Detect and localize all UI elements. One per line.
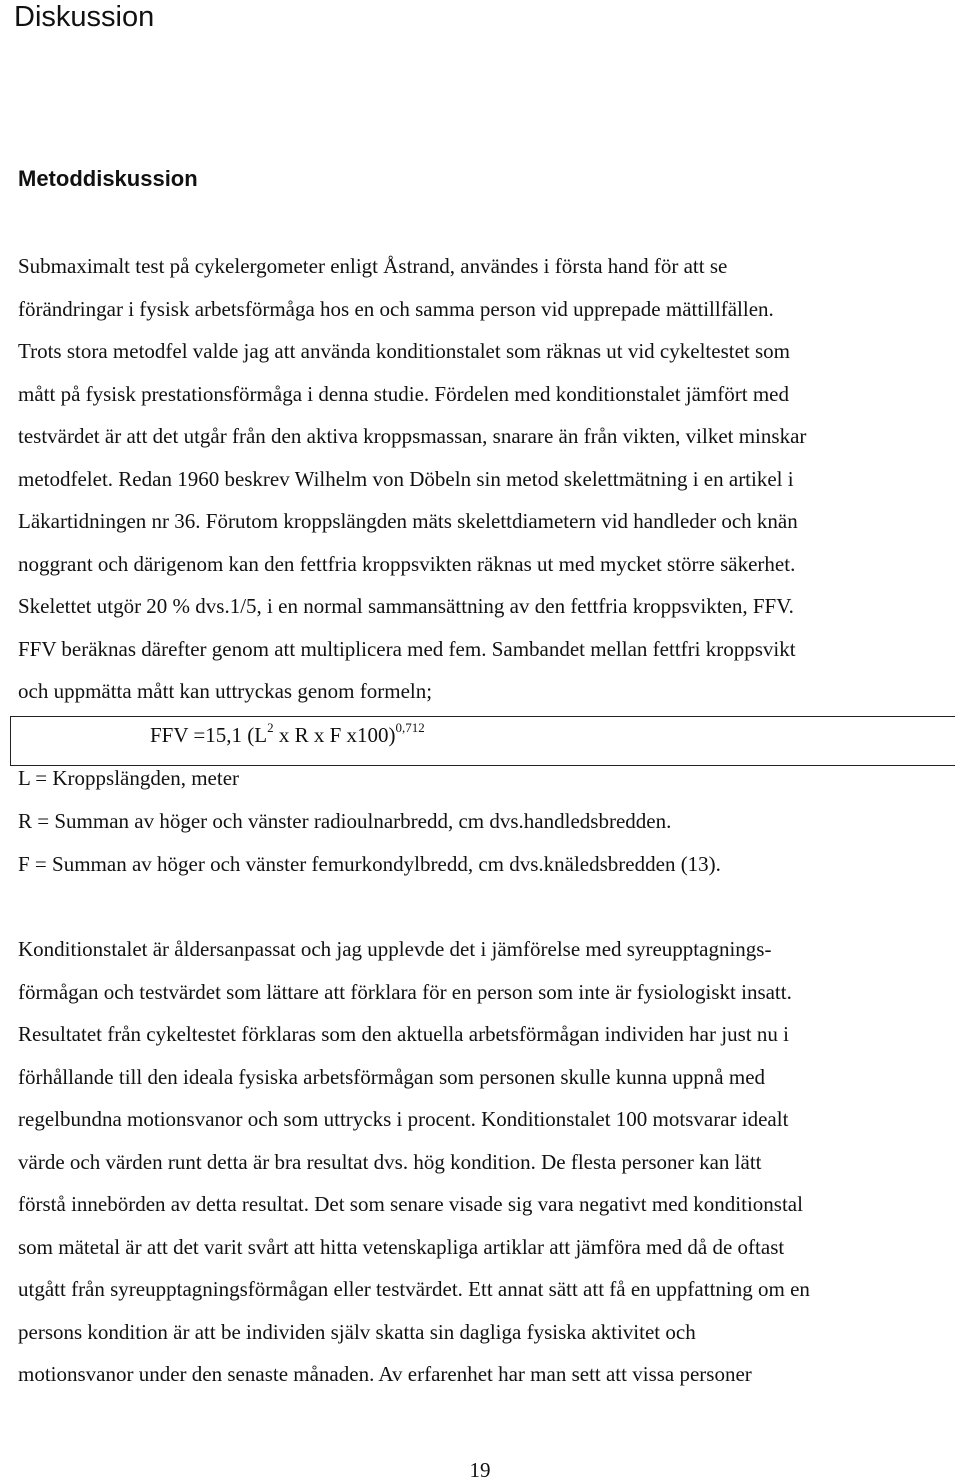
text-line: mått på fysisk prestationsförmåga i denna studie. Fördelen med konditionstalet jämfört med <box>18 381 789 406</box>
page-number: 19 <box>469 1458 491 1482</box>
formula-prefix: FFV =15,1 (L <box>150 723 268 747</box>
section-heading: Metoddiskussion <box>18 166 198 191</box>
text-line: förhållande till den ideala fysiska arbetsförmågan som personen skulle kunna uppnå med <box>18 1064 766 1089</box>
text-line: och uppmätta mått kan uttryckas genom formeln; <box>18 679 433 703</box>
page-heading: Diskussion <box>14 1 155 33</box>
text-line: värde och värden runt detta är bra resultat dvs. hög kondition. De flesta personer kan lätt <box>18 1149 762 1174</box>
definition-f: F = Summan av höger och vänster femurkondylbredd, cm dvs.knäledsbredden (13). <box>18 852 721 876</box>
text-line: metodfelet. Redan 1960 beskrev Wilhelm von Döbeln sin metod skelettmätning i en artikel i <box>18 466 794 491</box>
text-line: persons kondition är att be individen själv skatta sin dagliga fysiska aktivitet och <box>18 1319 696 1344</box>
text-line: förändringar i fysisk arbetsförmåga hos en och samma person vid upprepade mättillfällen. <box>18 296 774 321</box>
text-line: FFV beräknas därefter genom att multiplicera med fem. Sambandet mellan fettfri kroppsvikt <box>18 636 796 661</box>
text-line: Resultatet från cykeltestet förklaras som den aktuella arbetsförmågan individen har just nu i <box>18 1022 789 1046</box>
text-line: Skelettet utgör 20 % dvs.1/5, i en normal sammansättning av den fettfria kroppsvikten, FFV. <box>18 594 794 618</box>
text-line: Läkartidningen nr 36. Förutom kroppslängden mäts skelettdiametern vid handleder och knän <box>18 509 798 533</box>
formula <box>150 717 425 753</box>
paragraph-method <box>18 245 948 713</box>
definition-r: R = Summan av höger och vänster radioulnarbredd, cm dvs.handledsbredden. <box>18 809 672 833</box>
text-line: Trots stora metodfel valde jag att använda konditionstalet som räknas ut vid cykeltestet som <box>18 339 790 363</box>
text-line: Submaximalt test på cykelergometer enligt Åstrand, användes i första hand för att se <box>18 254 728 278</box>
text-line: testvärdet är att det utgår från den aktiva kroppsmassan, snarare än från vikten, vilket minskar <box>18 424 807 448</box>
formula-exponent-l: 2 <box>267 720 274 735</box>
formula-exponent: 0,712 <box>395 720 425 735</box>
text-line: noggrant och därigenom kan den fettfria kroppsvikten räknas ut med mycket större säkerhet. <box>18 551 796 576</box>
text-line: förstå innebörden av detta resultat. Det som senare visade sig vara negativt med konditionstal <box>18 1192 803 1216</box>
text-line: Konditionstalet är åldersanpassat och jag upplevde det i jämförelse med syreupptagnings- <box>18 937 772 961</box>
text-line: regelbundna motionsvanor och som uttrycks i procent. Konditionstalet 100 motsvarar idealt <box>18 1107 789 1131</box>
paragraph-konditionstal <box>18 928 948 1396</box>
definition-l: L = Kroppslängden, meter <box>18 766 240 790</box>
text-line: som mätetal är att det varit svårt att hitta vetenskapliga artiklar att jämföra med då de oftast <box>18 1234 785 1259</box>
formula-middle: x R x F x100) <box>273 723 396 747</box>
text-line: utgått från syreupptagningsförmågan eller testvärdet. Ett annat sätt att få en uppfattning om en <box>18 1277 810 1301</box>
text-line: motionsvanor under den senaste månaden. Av erfarenhet har man sett att vissa personer <box>18 1362 752 1386</box>
text-line: förmågan och testvärdet som lättare att förklara för en person som inte är fysiologiskt insatt. <box>18 979 792 1004</box>
